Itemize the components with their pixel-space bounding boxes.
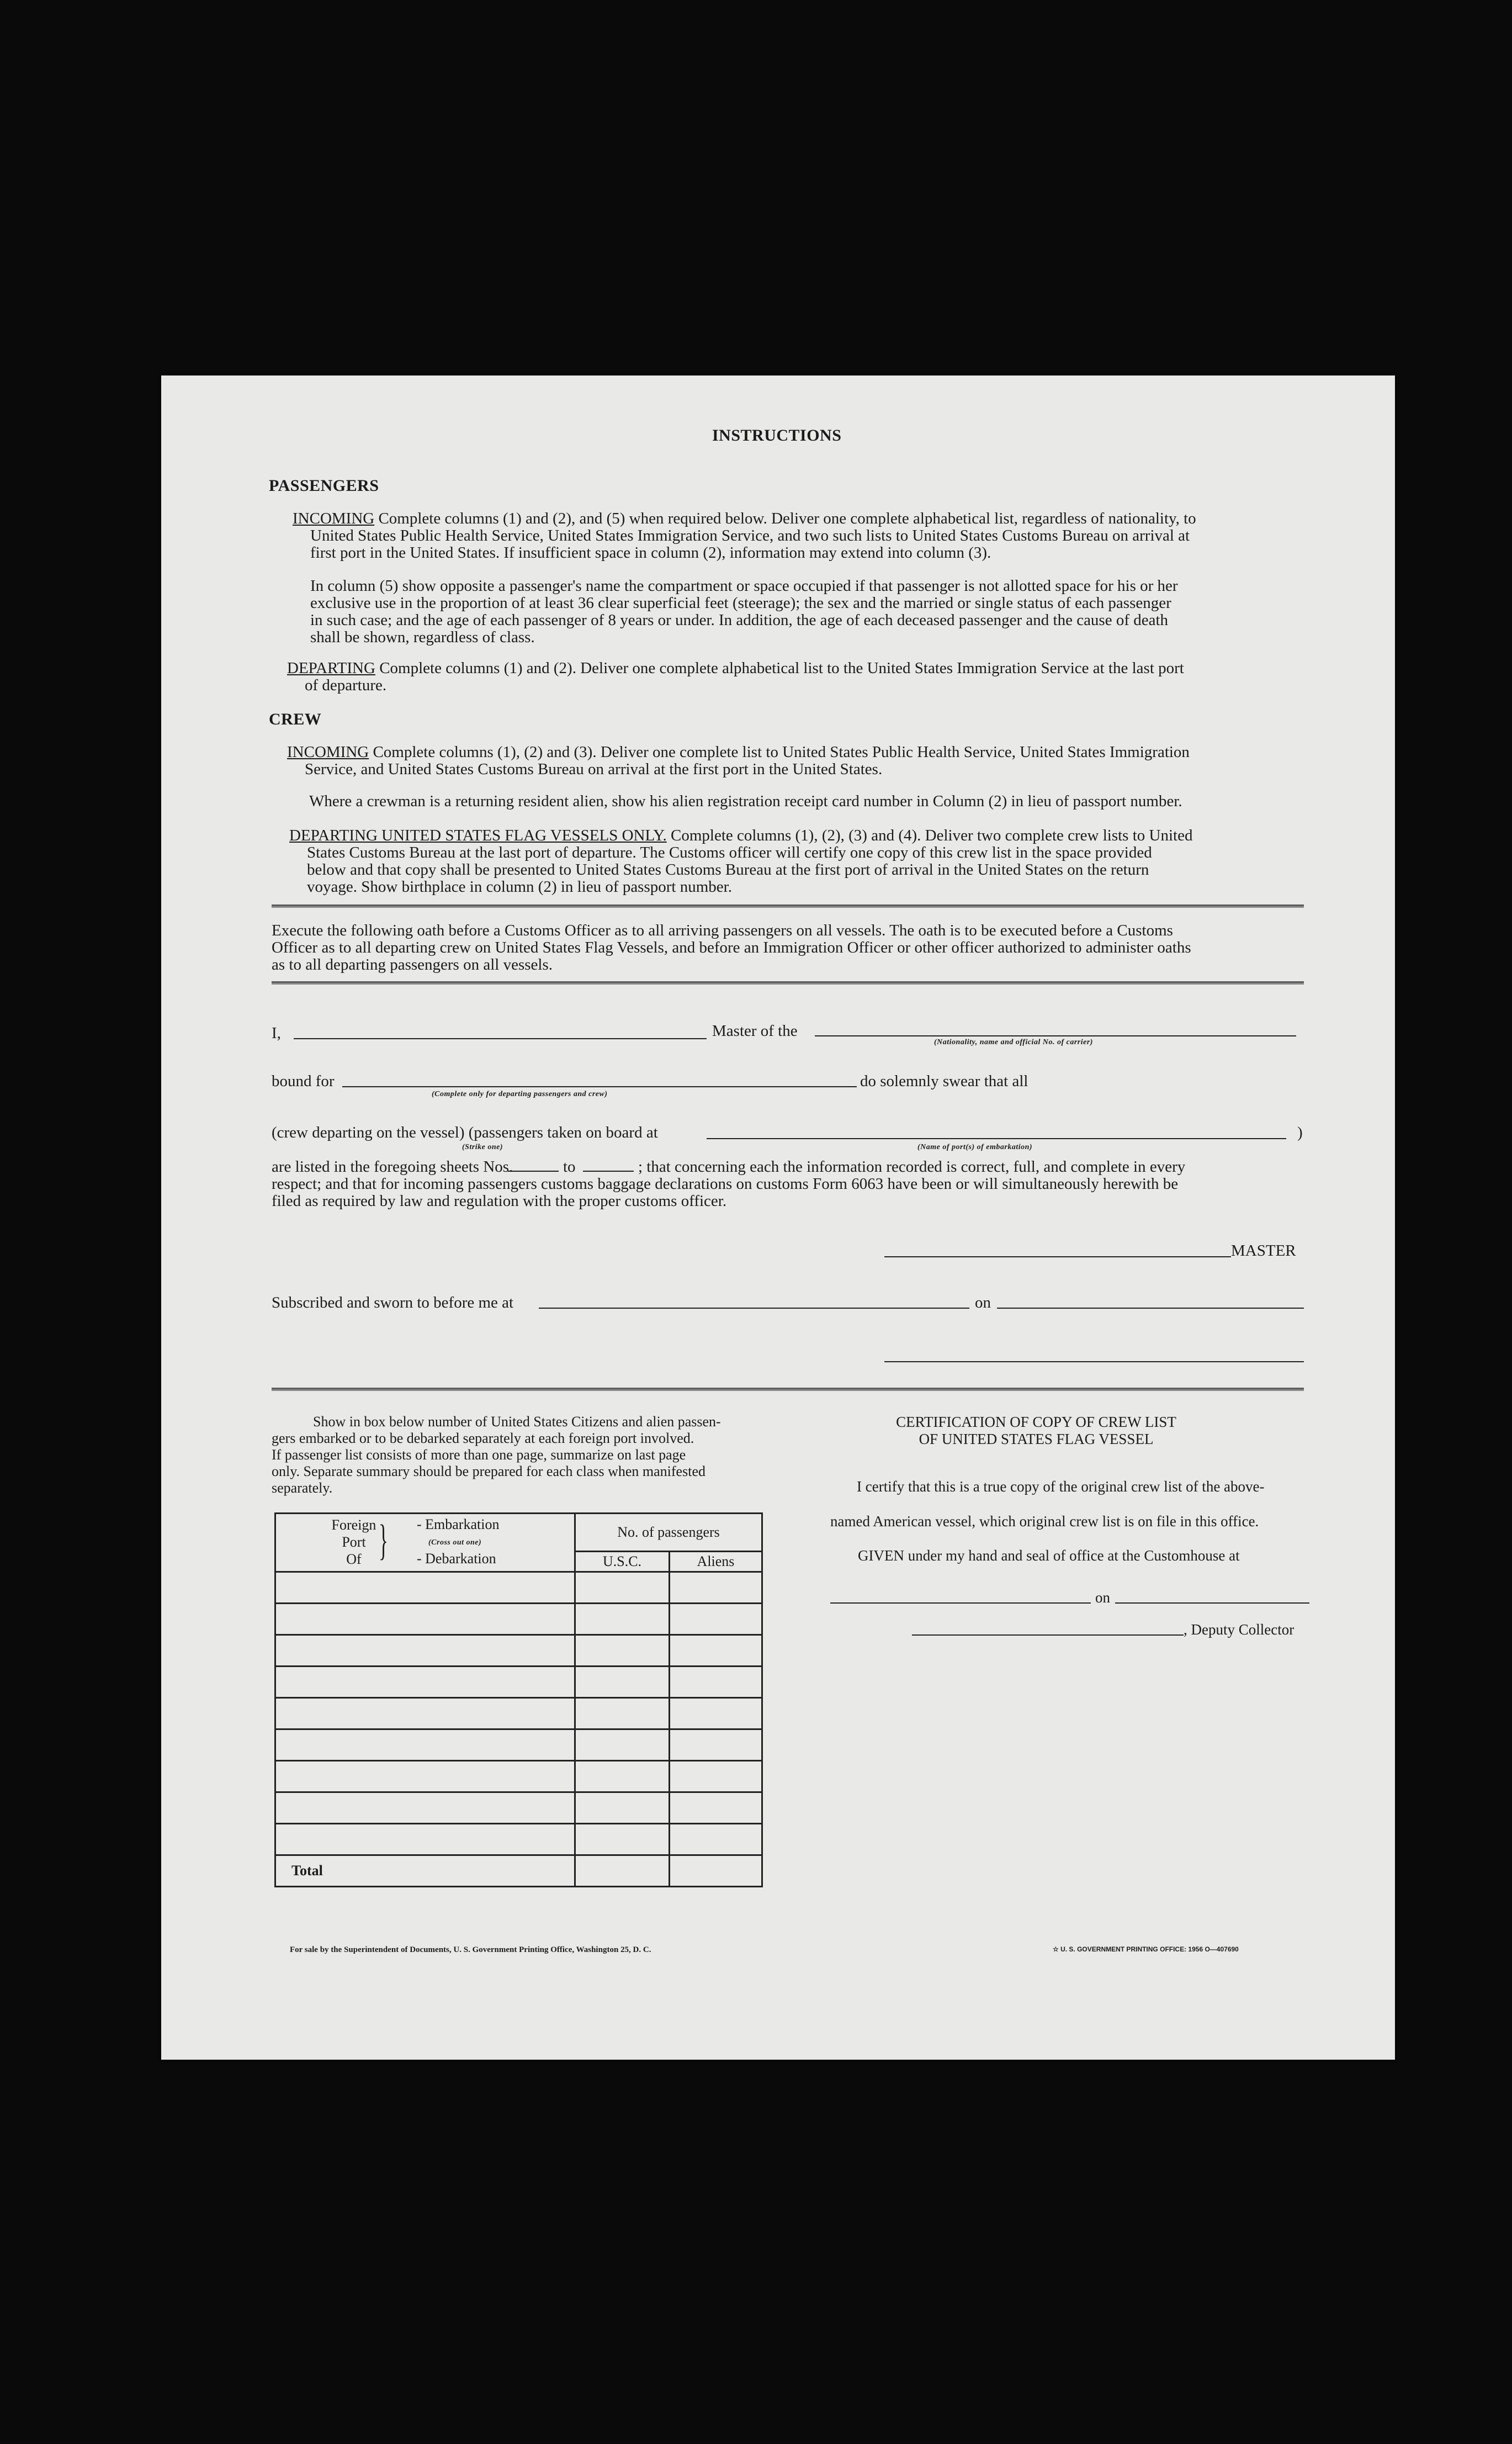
table-row <box>275 1792 762 1824</box>
aliens-header: Aliens <box>670 1552 762 1572</box>
aliens-total-cell[interactable] <box>670 1855 762 1887</box>
passengers-incoming-paragraph <box>293 510 1303 562</box>
aliens-cell[interactable] <box>670 1698 762 1729</box>
departing-label: DEPARTING UNITED STATES FLAG VESSELS ONLY. <box>289 827 667 844</box>
aliens-cell[interactable] <box>670 1635 762 1667</box>
text-line: Show in box below number of United States Citizens and alien passen- <box>313 1414 721 1430</box>
table-row <box>275 1698 762 1729</box>
text-line: Complete columns (1) and (2). Deliver one complete alphabetical list to the United States Immigration Service at the last port <box>379 659 1184 677</box>
nationality-caption: (Nationality, name and official No. of carrier) <box>934 1038 1093 1046</box>
certify-line-2: named American vessel, which original crew list is on file in this office. <box>830 1513 1259 1530</box>
table-row <box>275 1604 762 1635</box>
usc-cell[interactable] <box>575 1667 670 1698</box>
port-cell[interactable] <box>275 1667 575 1698</box>
port-cell[interactable] <box>275 1604 575 1635</box>
table-row <box>275 1761 762 1792</box>
divider <box>272 981 1304 985</box>
complete-only-caption: (Complete only for departing passengers and crew) <box>432 1090 608 1098</box>
passengers-header: No. of passengers <box>575 1514 762 1552</box>
summary-instructions <box>272 1414 763 1496</box>
master-name-field[interactable] <box>294 1038 707 1039</box>
column5-paragraph <box>310 578 1304 646</box>
total-label: Total <box>275 1855 575 1887</box>
sworn-place-field[interactable] <box>539 1308 969 1309</box>
certify-on-label: on <box>1095 1589 1110 1606</box>
table-row <box>275 1729 762 1761</box>
usc-total-cell[interactable] <box>575 1855 670 1887</box>
text-line: in such case; and the age of each passenger of 8 years or under. In addition, the age of each deceased passenger and the cause of death <box>310 611 1169 629</box>
text-line: exclusive use in the proportion of at least 36 clear superficial feet (steerage); the sex and the married or single status of each passenger <box>310 594 1171 612</box>
brace-icon: } <box>379 1516 388 1564</box>
text-line: States Customs Bureau at the last port of departure. The Customs officer will certify one copy of this crew list in the space provided <box>307 844 1152 861</box>
usc-cell[interactable] <box>575 1792 670 1824</box>
certify-line-1: I certify that this is a true copy of the original crew list of the above- <box>857 1478 1265 1495</box>
text-line: Execute the following oath before a Customs Officer as to all arriving passengers on all vessels. The oath is to be executed before a Customs <box>272 922 1173 939</box>
table-row <box>275 1635 762 1667</box>
incoming-label: INCOMING <box>293 510 375 527</box>
bound-for-label: bound for <box>272 1072 335 1090</box>
customhouse-field[interactable] <box>830 1602 1091 1604</box>
sworn-on-label: on <box>975 1294 991 1311</box>
port-cell[interactable] <box>275 1824 575 1855</box>
strike-one-caption: (Strike one) <box>462 1143 503 1151</box>
form-page <box>161 375 1395 2060</box>
debarkation-option[interactable]: - Debarkation <box>417 1551 496 1567</box>
text-line: gers embarked or to be debarked separately at each foreign port involved. <box>272 1430 694 1446</box>
subscribed-label: Subscribed and sworn to before me at <box>272 1294 514 1311</box>
departing-label: DEPARTING <box>287 659 375 677</box>
text-line: separately. <box>272 1480 333 1496</box>
text-line: only. Separate summary should be prepared for each class when manifested <box>272 1463 705 1479</box>
certification-title-line: OF UNITED STATES FLAG VESSEL <box>919 1431 1154 1447</box>
port-cell[interactable] <box>275 1792 575 1824</box>
text-line: Complete columns (1), (2), (3) and (4). Deliver two complete crew lists to United <box>670 827 1193 844</box>
total-row <box>275 1855 762 1887</box>
text-line: of departure. <box>305 676 387 694</box>
usc-cell[interactable] <box>575 1824 670 1855</box>
usc-cell[interactable] <box>575 1698 670 1729</box>
passengers-heading: PASSENGERS <box>269 477 379 495</box>
port-of-embarkation-field[interactable] <box>707 1138 1286 1139</box>
printing-office-imprint: ☆ U. S. GOVERNMENT PRINTING OFFICE: 1956 O—407690 <box>1053 1945 1239 1953</box>
port-cell[interactable] <box>275 1635 575 1667</box>
aliens-cell[interactable] <box>670 1729 762 1761</box>
deputy-collector-label: , Deputy Collector <box>1184 1621 1295 1638</box>
page-title: INSTRUCTIONS <box>712 426 842 445</box>
officer-signature-field[interactable] <box>884 1361 1304 1362</box>
bound-for-field[interactable] <box>342 1086 857 1087</box>
sheets-to: to <box>563 1158 576 1176</box>
incoming-label: INCOMING <box>287 743 369 761</box>
port-cell[interactable] <box>275 1572 575 1604</box>
port-column-label <box>329 1516 379 1568</box>
aliens-cell[interactable] <box>670 1604 762 1635</box>
usc-header: U.S.C. <box>575 1552 670 1572</box>
master-signature-field[interactable] <box>884 1256 1231 1257</box>
aliens-cell[interactable] <box>670 1792 762 1824</box>
oath-line-2: respect; and that for incoming passengers customs baggage declarations on customs Form 6063 have been or will simultaneously herewith be <box>272 1175 1179 1193</box>
table-row <box>275 1667 762 1698</box>
port-label-line: Foreign <box>331 1517 376 1533</box>
text-line: voyage. Show birthplace in column (2) in lieu of passport number. <box>307 878 732 896</box>
close-paren: ) <box>1297 1124 1303 1141</box>
crew-heading: CREW <box>269 710 322 728</box>
certification-title <box>779 1414 1293 1448</box>
divider <box>272 1388 1304 1391</box>
text-line: Complete columns (1), (2) and (3). Deliver one complete list to United States Public Health Service, United States Immigration <box>373 743 1190 761</box>
usc-cell[interactable] <box>575 1572 670 1604</box>
port-cell[interactable] <box>275 1761 575 1792</box>
cross-out-caption: (Cross out one) <box>428 1538 482 1547</box>
port-cell[interactable] <box>275 1729 575 1761</box>
text-line: In column (5) show opposite a passenger's name the compartment or space occupied if that passenger is not allotted space for his or her <box>310 577 1178 595</box>
port-cell[interactable] <box>275 1698 575 1729</box>
aliens-cell[interactable] <box>670 1761 762 1792</box>
sheet-to-field[interactable] <box>583 1171 634 1172</box>
text-line: Service, and United States Customs Bureau on arrival at the first port in the United States. <box>305 760 883 778</box>
sheets-suffix: ; that concerning each the information recorded is correct, full, and complete in every <box>638 1158 1186 1176</box>
oath-line-3: filed as required by law and regulation with the proper customs officer. <box>272 1192 727 1210</box>
certification-title-line: CERTIFICATION OF COPY OF CREW LIST <box>896 1414 1176 1430</box>
master-of-the-label: Master of the <box>712 1022 798 1040</box>
table-row <box>275 1824 762 1855</box>
port-header <box>275 1514 575 1572</box>
master-label: MASTER <box>1231 1242 1296 1260</box>
embarkation-option[interactable]: - Embarkation <box>417 1516 500 1532</box>
text-line: Complete columns (1) and (2), and (5) when required below. Deliver one complete alphabetical list, regardless of nationality, to <box>378 510 1196 527</box>
oath-i-label: I, <box>272 1024 281 1042</box>
passengers-departing-paragraph <box>287 660 1303 694</box>
port-label-line: Of <box>346 1551 362 1567</box>
carrier-field[interactable] <box>815 1035 1296 1036</box>
table-row <box>275 1572 762 1604</box>
certify-line-3: GIVEN under my hand and seal of office at the Customhouse at <box>858 1547 1240 1564</box>
crew-resident-line: Where a crewman is a returning resident alien, show his alien registration receipt card number in Column (2) in lieu of passport number. <box>309 792 1182 810</box>
usc-cell[interactable] <box>575 1729 670 1761</box>
aliens-cell[interactable] <box>670 1572 762 1604</box>
text-line: If passenger list consists of more than one page, summarize on last page <box>272 1447 686 1463</box>
port-caption: (Name of port(s) of embarkation) <box>917 1143 1033 1151</box>
sheet-from-field[interactable] <box>508 1171 559 1172</box>
table-header-row <box>275 1514 762 1552</box>
passenger-summary-table <box>274 1512 763 1887</box>
divider <box>272 904 1304 908</box>
sheets-prefix: are listed in the foregoing sheets Nos. <box>272 1158 513 1176</box>
text-line: below and that copy shall be presented to United States Customs Bureau at the first port of arrival in the United States on the return <box>307 861 1149 879</box>
deputy-signature-field[interactable] <box>912 1634 1184 1636</box>
certify-date-field[interactable] <box>1115 1602 1309 1604</box>
solemnly-swear-text: do solemnly swear that all <box>860 1072 1028 1090</box>
crew-incoming-paragraph <box>287 744 1303 778</box>
port-label-line: Port <box>342 1534 366 1550</box>
crew-departing-paragraph <box>289 827 1305 896</box>
text-line: Officer as to all departing crew on United States Flag Vessels, and before an Immigration Officer or other officer authorized to administer oaths <box>272 939 1191 956</box>
oath-instructions <box>272 922 1304 974</box>
text-line: first port in the United States. If insufficient space in column (2), information may extend into column (3). <box>310 544 991 562</box>
text-line: shall be shown, regardless of class. <box>310 628 535 646</box>
usc-cell[interactable] <box>575 1761 670 1792</box>
footer-sale-note: For sale by the Superintendent of Documents, U. S. Government Printing Office, Washington 25, D. C. <box>290 1945 651 1954</box>
aliens-cell[interactable] <box>670 1824 762 1855</box>
crew-passengers-text: (crew departing on the vessel) (passengers taken on board at <box>272 1124 658 1141</box>
usc-cell[interactable] <box>575 1635 670 1667</box>
text-line: United States Public Health Service, United States Immigration Service, and two such lists to United States Customs Bureau on arrival at <box>310 527 1190 544</box>
sworn-date-field[interactable] <box>997 1308 1304 1309</box>
aliens-cell[interactable] <box>670 1667 762 1698</box>
usc-cell[interactable] <box>575 1604 670 1635</box>
text-line: as to all departing passengers on all vessels. <box>272 956 553 974</box>
